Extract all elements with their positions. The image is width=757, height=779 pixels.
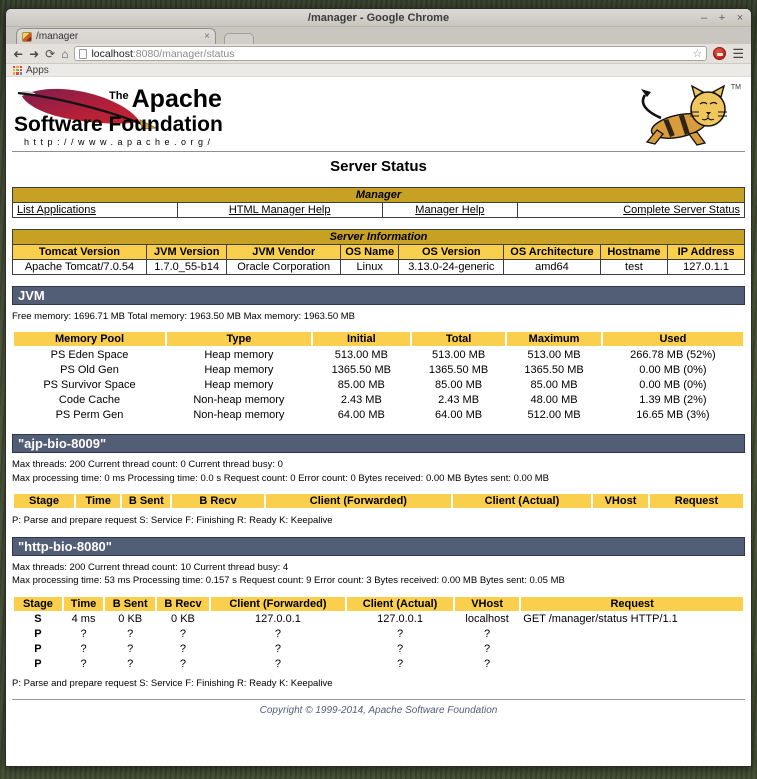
jvm-memory-summary: Free memory: 1696.71 MB Total memory: 1963.50 MB Max memory: 1963.50 MB — [12, 311, 356, 322]
table-cell: 1365.50 MB — [331, 363, 391, 376]
ajp-stage-legend: P: Parse and prepare request S: Service F: Finishing R: Ready K: Keepalive — [12, 515, 333, 527]
table-row — [14, 393, 743, 406]
table-cell: ? — [274, 658, 281, 671]
column-header: Hostname — [600, 245, 667, 260]
asf-logo-text — [14, 84, 344, 147]
table-cell: ? — [127, 643, 134, 656]
column-header: Memory Pool — [14, 332, 165, 346]
home-icon[interactable]: ⌂ — [61, 46, 69, 61]
table-cell: 0 KB — [118, 613, 143, 626]
ajp-connector-header: "ajp-bio-8009" — [12, 434, 745, 453]
column-header: Total — [412, 332, 505, 346]
table-cell: amd64 — [504, 260, 601, 275]
asf-the: The — [109, 90, 129, 102]
server-info-title: Server Information — [13, 230, 745, 245]
table-cell — [521, 643, 743, 656]
table-cell — [521, 628, 743, 641]
table-row — [13, 188, 745, 203]
close-button[interactable]: × — [736, 11, 744, 24]
column-header: Client (Forwarded) — [266, 494, 451, 508]
html-manager-help-link[interactable]: HTML Manager Help — [228, 204, 331, 216]
manager-help-link[interactable]: Manager Help — [415, 204, 485, 216]
column-header: Client (Actual) — [347, 597, 453, 611]
server-info-table — [12, 229, 745, 275]
asf-software-foundation: Software Foundation — [14, 113, 223, 136]
table-cell: 4 ms — [71, 613, 96, 626]
page-icon — [79, 49, 87, 59]
table-cell: ? — [127, 658, 134, 671]
table-cell: 512.00 MB — [527, 408, 581, 421]
table-cell: 85.00 MB — [337, 378, 385, 391]
table-cell: 513.00 MB — [334, 348, 388, 361]
table-cell: 0 KB — [171, 613, 195, 626]
column-header: Request — [650, 494, 743, 508]
table-cell: ? — [484, 658, 491, 671]
table-cell: 127.0.0.1 — [254, 613, 301, 626]
column-header: Time — [76, 494, 120, 508]
table-cell: ? — [179, 628, 187, 641]
column-header: B Sent — [122, 494, 170, 508]
table-cell: 2.43 MB — [340, 393, 382, 406]
table-cell: PS Eden Space — [50, 348, 129, 361]
table-cell: test — [600, 260, 667, 275]
table-cell: GET /manager/status HTTP/1.1 — [523, 613, 678, 626]
column-header: Request — [521, 597, 743, 611]
logo-divider — [12, 151, 745, 152]
table-cell: ? — [179, 643, 187, 656]
table-row — [13, 203, 745, 218]
table-cell: PS Old Gen — [60, 363, 119, 376]
table-cell: ? — [274, 643, 281, 656]
table-row — [14, 408, 743, 421]
table-cell: 1.39 MB (2%) — [639, 393, 707, 406]
url-text[interactable] — [91, 48, 688, 60]
table-cell — [521, 658, 743, 671]
table-cell: 64.00 MB — [435, 408, 483, 421]
table-cell: PS Survivor Space — [43, 378, 136, 391]
asf-logo — [14, 84, 344, 148]
column-header: Maximum — [507, 332, 600, 346]
table-cell: 0.00 MB (0%) — [639, 363, 707, 376]
column-header: Tomcat Version — [13, 245, 147, 260]
table-cell: ? — [484, 643, 491, 656]
table-cell: 1365.50 MB — [428, 363, 489, 376]
http-connector-header: "http-bio-8080" — [12, 537, 745, 556]
column-header: Used — [603, 332, 743, 346]
list-applications-link[interactable]: List Applications — [17, 204, 96, 216]
column-header: JVM Vendor — [227, 245, 340, 260]
table-row — [13, 230, 745, 245]
column-header: B Sent — [105, 597, 155, 611]
table-cell: Oracle Corporation — [227, 260, 340, 275]
table-cell: Apache Tomcat/7.0.54 — [13, 260, 147, 275]
table-cell: ? — [80, 643, 87, 656]
window-titlebar[interactable] — [6, 9, 751, 27]
table-cell: 0.00 MB (0%) — [639, 378, 707, 391]
ajp-thread-summary: Max threads: 200 Current thread count: 0 Current thread busy: 0 — [12, 459, 283, 471]
back-icon[interactable]: ➜ — [13, 46, 24, 61]
table-cell: ? — [80, 658, 87, 671]
tm-mark: TM — [730, 84, 741, 91]
table-cell: Heap memory — [204, 348, 274, 361]
column-header: Initial — [313, 332, 410, 346]
column-header: Time — [64, 597, 103, 611]
table-cell: ? — [274, 628, 281, 641]
table-cell: Heap memory — [204, 378, 274, 391]
table-row — [14, 348, 743, 361]
ajp-processing-summary: Max processing time: 0 ms Processing time: 0.0 s Request count: 0 Error count: 0 Bytes received: 0.00 MB Bytes sent: 0.00 MB — [12, 472, 549, 484]
table-cell: 1.7.0_55-b14 — [146, 260, 227, 275]
table-cell: ? — [179, 658, 187, 671]
logo-row — [12, 81, 745, 149]
table-cell: 127.0.1.1 — [668, 260, 745, 275]
header-row — [14, 332, 743, 346]
reload-icon[interactable]: ⟳ — [45, 46, 56, 61]
table-cell: 2.43 MB — [438, 393, 480, 406]
table-cell: 266.78 MB (52%) — [630, 348, 716, 361]
column-header: JVM Version — [146, 245, 227, 260]
table-cell: ? — [80, 628, 87, 641]
tab-favicon-icon — [22, 32, 32, 42]
menu-icon[interactable]: ☰ — [732, 46, 744, 61]
header-row — [13, 245, 745, 260]
table-cell: ? — [396, 658, 404, 671]
table-cell: Non-heap memory — [193, 393, 285, 406]
asf-apache: Apache — [131, 85, 222, 113]
column-header: OS Name — [340, 245, 399, 260]
footer-divider — [12, 699, 745, 700]
copyright-text: Copyright © 1999-2014, Apache Software Foundation — [259, 704, 498, 716]
forward-icon[interactable]: ➜ — [29, 46, 40, 61]
table-cell: ? — [484, 628, 491, 641]
browser-window — [5, 8, 752, 767]
window-title: /manager - Google Chrome — [307, 11, 450, 24]
table-cell: ? — [396, 628, 404, 641]
column-header: VHost — [593, 494, 648, 508]
manager-nav-table — [12, 187, 745, 218]
column-header: OS Architecture — [504, 245, 601, 260]
manager-section-title: Manager — [13, 188, 745, 203]
http-thread-summary: Max threads: 200 Current thread count: 10 Current thread busy: 4 — [12, 562, 289, 574]
table-row — [14, 378, 743, 391]
jvm-memory-table — [12, 330, 745, 423]
bookmark-star-icon[interactable]: ☆ — [692, 48, 703, 60]
table-row — [13, 260, 745, 275]
column-header: Client (Actual) — [453, 494, 591, 508]
column-header: Stage — [14, 494, 74, 508]
page-title: Server Status — [330, 158, 427, 175]
header-row — [14, 597, 743, 611]
table-cell: 513.00 MB — [431, 348, 486, 361]
column-header: VHost — [455, 597, 519, 611]
extension-icon[interactable] — [713, 47, 726, 60]
minimize-button[interactable]: – — [700, 11, 708, 24]
apps-bookmark[interactable]: Apps — [26, 64, 49, 76]
jvm-section-header: JVM — [12, 286, 745, 305]
url-host: localhost — [91, 47, 133, 60]
page-content — [6, 77, 751, 767]
table-cell: Non-heap memory — [193, 408, 285, 421]
table-row — [14, 658, 743, 671]
tab-label: /manager — [36, 31, 79, 42]
url-bar[interactable] — [74, 46, 707, 61]
column-header: Client (Forwarded) — [211, 597, 345, 611]
table-cell: P — [34, 628, 42, 641]
table-cell: S — [34, 613, 42, 626]
ajp-request-table — [12, 492, 745, 510]
tomcat-cat-icon — [627, 84, 735, 146]
table-cell: 64.00 MB — [337, 408, 385, 421]
column-header: OS Version — [399, 245, 504, 260]
table-cell: 48.00 MB — [530, 393, 578, 406]
table-cell: 127.0.0.1 — [377, 613, 423, 626]
apps-grid-icon — [13, 66, 22, 75]
table-cell: 16.65 MB (3%) — [636, 408, 710, 421]
column-header: B Recv — [172, 494, 264, 508]
table-row — [14, 628, 743, 641]
table-cell: 3.13.0-24-generic — [399, 260, 504, 275]
new-tab-button[interactable] — [224, 33, 254, 44]
bookmarks-bar — [6, 64, 751, 77]
header-row — [14, 494, 743, 508]
table-cell: Heap memory — [204, 363, 274, 376]
table-cell: ? — [127, 628, 134, 641]
table-cell: Linux — [340, 260, 399, 275]
browser-toolbar — [6, 44, 751, 64]
column-header: Type — [167, 332, 311, 346]
column-header: B Recv — [157, 597, 208, 611]
maximize-button[interactable]: + — [718, 11, 726, 24]
table-cell: PS Perm Gen — [55, 408, 124, 421]
tab-strip — [6, 27, 751, 44]
tab-close-icon[interactable]: × — [204, 31, 210, 42]
http-stage-legend: P: Parse and prepare request S: Service F: Finishing R: Ready K: Keepalive — [12, 677, 333, 689]
url-path: :8080/manager/status — [132, 47, 235, 60]
column-header: Stage — [14, 597, 62, 611]
table-cell: 85.00 MB — [530, 378, 578, 391]
table-cell: localhost — [465, 613, 509, 626]
table-cell: P — [34, 643, 42, 656]
http-processing-summary: Max processing time: 53 ms Processing time: 0.157 s Request count: 9 Error count: 3 Bytes received: 0.00 MB Bytes sent: 0.05 MB — [12, 575, 565, 587]
table-cell: 513.00 MB — [527, 348, 581, 361]
http-request-table — [12, 595, 745, 673]
table-cell: ? — [396, 643, 404, 656]
table-cell: Code Cache — [58, 393, 121, 406]
table-cell: P — [34, 658, 42, 671]
table-cell: 1365.50 MB — [524, 363, 584, 376]
tomcat-logo — [627, 84, 739, 146]
table-row — [14, 643, 743, 656]
table-row — [14, 613, 743, 626]
table-cell: 85.00 MB — [435, 378, 483, 391]
table-row — [14, 363, 743, 376]
column-header: IP Address — [668, 245, 745, 260]
complete-server-status-link[interactable]: Complete Server Status — [623, 204, 740, 216]
tab-manager[interactable] — [16, 28, 216, 44]
asf-url: http://www.apache.org/ — [24, 137, 215, 147]
